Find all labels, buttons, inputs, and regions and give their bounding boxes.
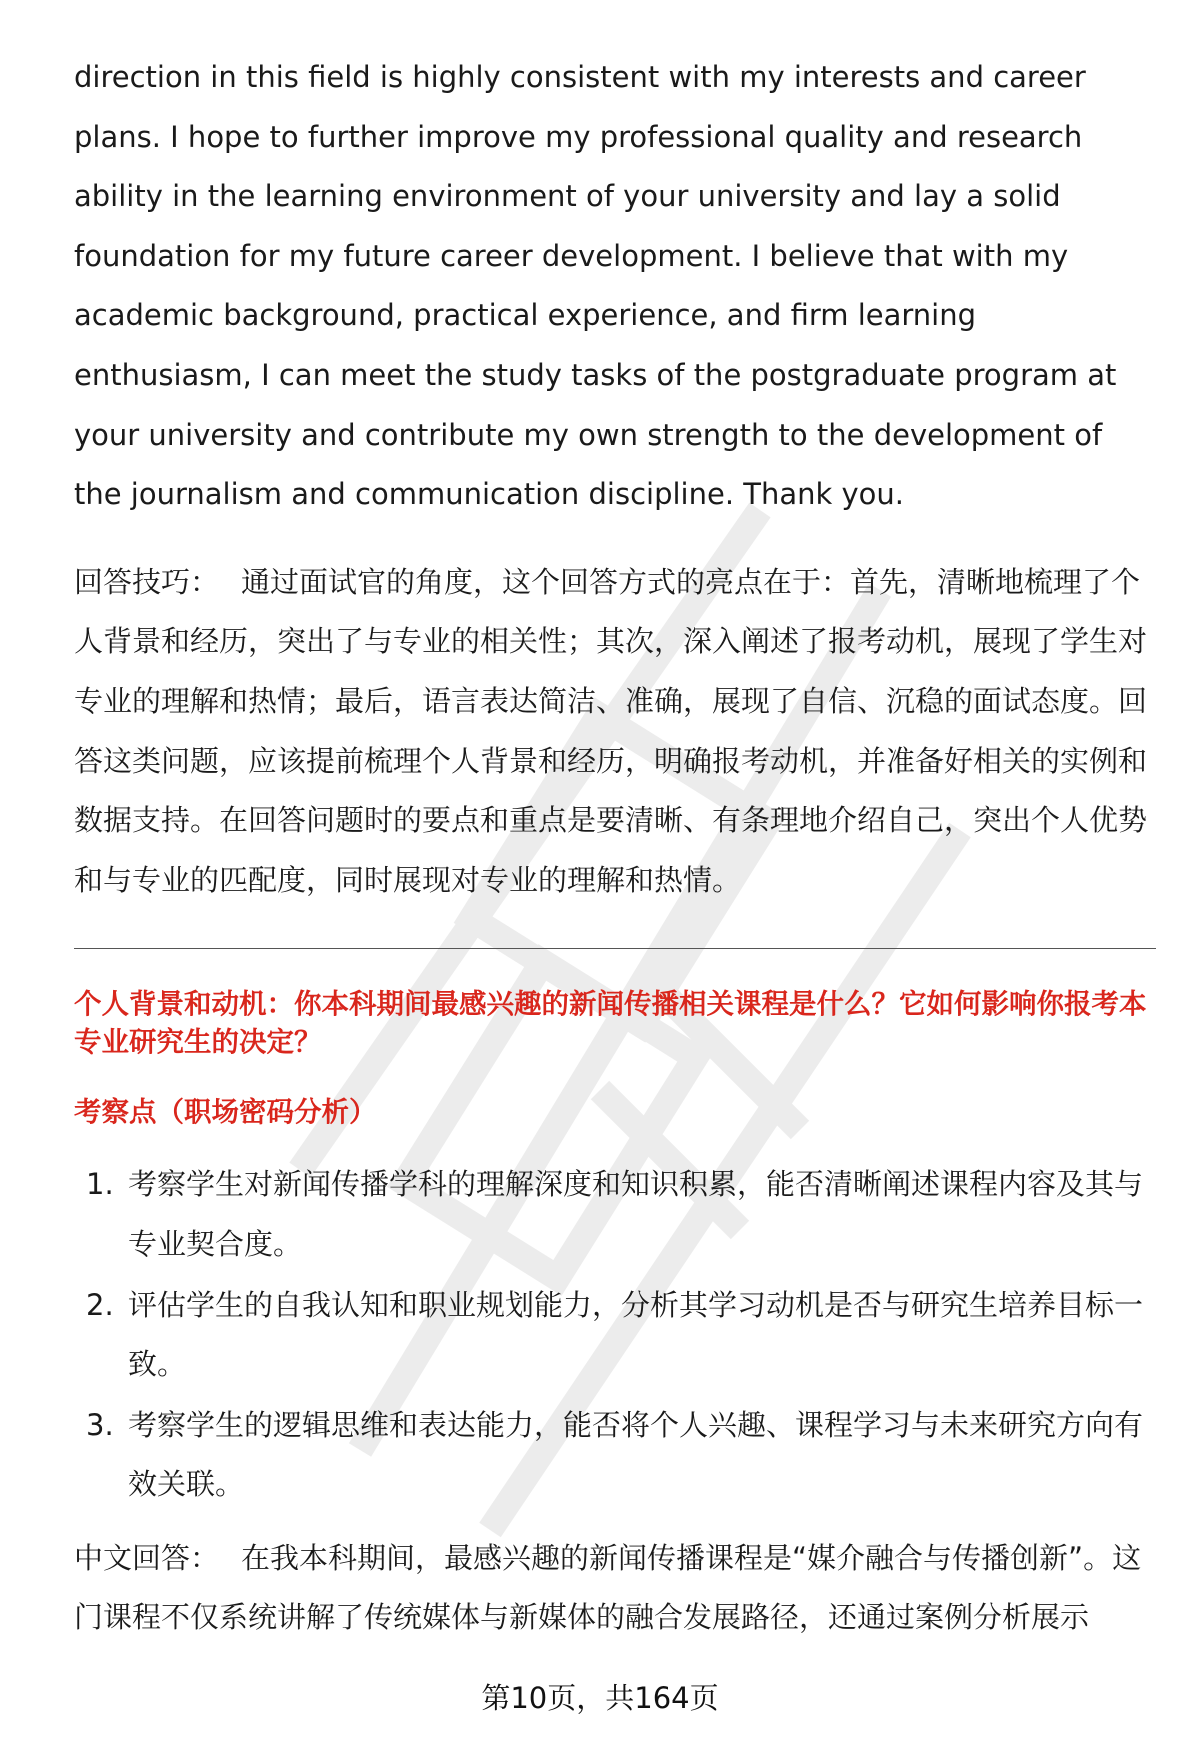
section-divider (74, 948, 1156, 949)
page-footer: 第10页，共164页 (481, 1681, 719, 1715)
exam-points-title: 考察点（职场密码分析） (74, 1096, 377, 1129)
list-item-number: 3. (86, 1407, 114, 1442)
question-heading: 个人背景和动机：你本科期间最感兴趣的新闻传播相关课程是什么？它如何影响你报考本专业研究生的决定？ (74, 988, 1147, 1059)
answer-tips-label: 回答技巧： (74, 564, 220, 599)
list-item-text: 考察学生对新闻传播学科的理解深度和知识积累，能否清晰阐述课程内容及其与专业契合度。 (128, 1167, 1144, 1261)
list-item-text: 评估学生的自我认知和职业规划能力，分析其学习动机是否与研究生培养目标一致。 (128, 1287, 1144, 1382)
list-item (74, 1396, 1154, 1515)
list-item-text: 考察学生的逻辑思维和表达能力，能否将个人兴趣、课程学习与未来研究方向有效关联。 (128, 1407, 1144, 1502)
chinese-answer-label: 中文回答： (74, 1540, 220, 1575)
list-item-number: 2. (86, 1287, 114, 1322)
english-paragraph: direction in this field is highly consistent with my interests and career plans. I hope to further improve my professional quality and research ability in the learning environment of your university and lay a solid foundation for my future career development. I believe that with my academic background, practical experience, and firm learning enthusiasm, I can meet the study tasks of the postgraduate program at your university and contribute my own strength to the development of the journalism and communication discipline. Thank you. (74, 60, 1117, 512)
answer-tips-text: 通过面试官的角度，这个回答方式的亮点在于：首先，清晰地梳理了个人背景和经历，突出了与专业的相关性；其次，深入阐述了报考动机，展现了学生对专业的理解和热情；最后，语言表达简洁、准确，展现了自信、沉稳的面试态度。回答这类问题，应该提前梳理个人背景和经历，明确报考动机，并准备好相关的实例和数据支持。在回答问题时的要点和重点是要清晰、有条理地介绍自己，突出个人优势和与专业的匹配度，同时展现对专业的理解和热情。 (74, 564, 1148, 897)
list-item (74, 1276, 1154, 1395)
chinese-answer-paragraph (74, 1529, 1154, 1648)
document-page (74, 48, 1154, 1648)
exam-points-list (74, 1155, 1154, 1515)
list-item (74, 1155, 1154, 1274)
list-item-number: 1. (86, 1167, 114, 1202)
chinese-answer-text: 在我本科期间，最感兴趣的新闻传播课程是“媒介融合与传播创新”。这门课程不仅系统讲解了传统媒体与新媒体的融合发展路径，还通过案例分析展示 (74, 1540, 1142, 1635)
answer-tips-paragraph (74, 553, 1154, 911)
